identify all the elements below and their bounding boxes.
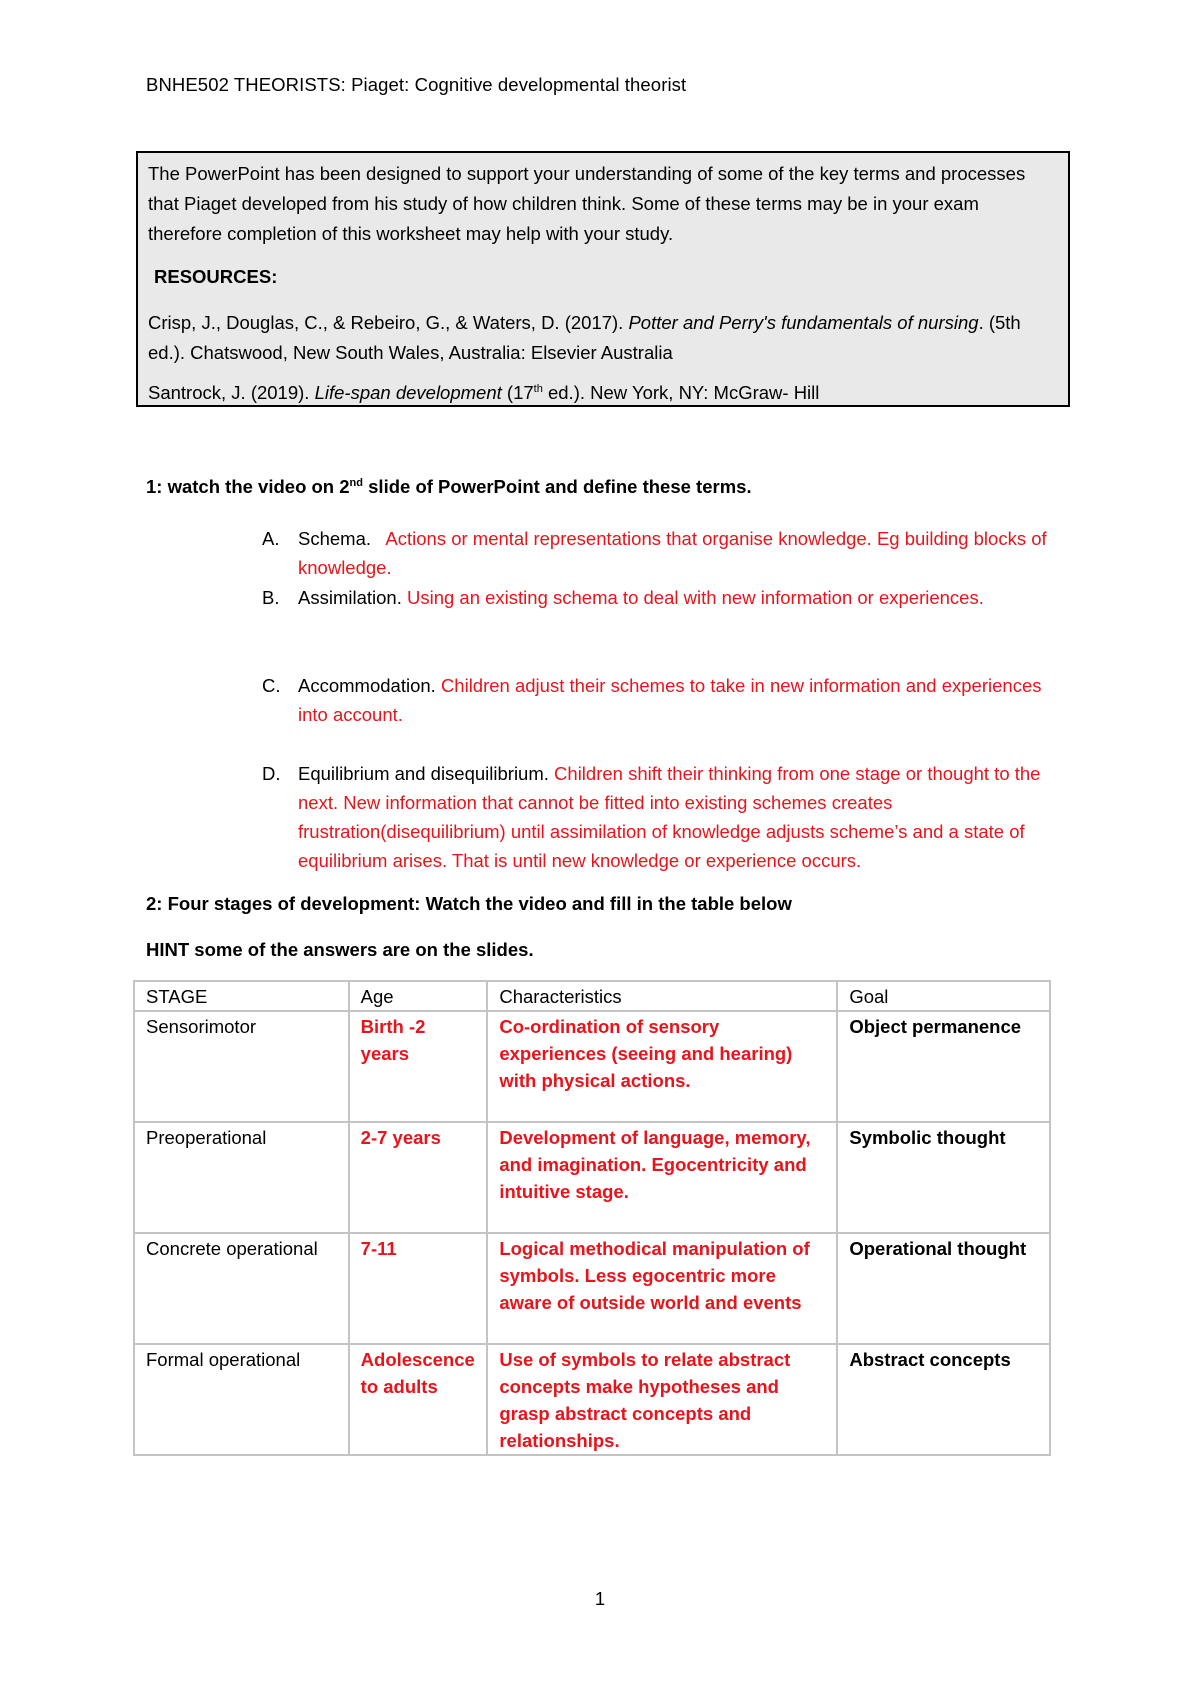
table-row [134,1344,1050,1455]
term-label: Equilibrium and disequilibrium. [298,763,555,784]
column-header-age: Age [349,981,488,1011]
stage-cell: Preoperational [134,1122,349,1233]
term-schema [262,524,1058,582]
table-row [134,1233,1050,1344]
term-label: Assimilation. [298,587,407,608]
term-answer: Using an existing schema to deal with new information or experiences. [406,587,984,608]
stage-cell: Sensorimotor [134,1011,349,1122]
term-assimilation [262,583,1058,612]
table-row [134,1122,1050,1233]
resources-title: RESOURCES: [154,266,278,287]
term-answer: Actions or mental representations that organise knowledge. Eg building blocks of knowledge. [298,528,1047,578]
age-cell: 2-7 years [349,1122,488,1233]
age-cell: 7-11 [349,1233,488,1344]
intro-box [136,151,1070,407]
term-answer: Children adjust their schemes to take in new information and experiences into account. [298,675,1042,725]
stage-cell: Concrete operational [134,1233,349,1344]
goal-cell: Symbolic thought [837,1122,1050,1233]
term-letter: B. [262,587,280,608]
stage-cell: Formal operational [134,1344,349,1455]
intro-text: The PowerPoint has been designed to support your understanding of some of the key terms and processes that Piaget developed from his study of how children think. Some of these terms may be in your exam therefore completion of this worksheet may help with your study. [148,163,1026,244]
goal-cell: Operational thought [837,1233,1050,1344]
term-answer: Children shift their thinking from one stage or thought to the next. New information that cannot be fitted into existing schemes creates frustration(disequilibrium) until assimilation of knowledge adjusts scheme’s and a state of equilibrium arises. That is until new knowledge or experience occurs. [298,763,1041,871]
stages-table [133,980,1051,1456]
goal-cell: Abstract concepts [837,1344,1050,1455]
reference-crisp: Crisp, J., Douglas, C., & Rebeiro, G., & Waters, D. (2017). Potter and Perry's fundamentals of nursing. (5th ed.). Chatswood, New South Wales, Australia: Elsevier Australia [148,312,1021,363]
reference-santrock: Santrock, J. (2019). Life-span development (17th ed.). New York, NY: McGraw- Hill [148,382,820,403]
table-row [134,1011,1050,1122]
term-label: Accommodation. [298,675,441,696]
age-cell: Birth -2 years [349,1011,488,1122]
term-letter: C. [262,675,281,696]
term-accommodation [262,671,1058,729]
term-equilibrium [262,759,1058,875]
column-header-stage: STAGE [134,981,349,1011]
characteristics-cell: Development of language, memory, and imagination. Egocentricity and intuitive stage. [487,1122,837,1233]
column-header-characteristics: Characteristics [487,981,837,1011]
column-header-goal: Goal [837,981,1050,1011]
characteristics-cell: Logical methodical manipulation of symbols. Less egocentric more aware of outside world and events [487,1233,837,1344]
age-cell: Adolescence to adults [349,1344,488,1455]
characteristics-cell: Use of symbols to relate abstract concepts make hypotheses and grasp abstract concepts and relationships. [487,1344,837,1455]
term-label: Schema. [298,528,386,549]
term-letter: A. [262,528,280,549]
goal-cell: Object permanence [837,1011,1050,1122]
page-number: 1 [594,1588,606,1609]
term-letter: D. [262,763,281,784]
question-2-heading: 2: Four stages of development: Watch the video and fill in the table below [146,893,792,914]
table-header-row [134,981,1050,1011]
question-1-heading: 1: watch the video on 2nd slide of PowerPoint and define these terms. [146,476,752,497]
characteristics-cell: Co-ordination of sensory experiences (seeing and hearing) with physical actions. [487,1011,837,1122]
page-header: BNHE502 THEORISTS: Piaget: Cognitive developmental theorist [146,74,687,95]
hint-text: HINT some of the answers are on the slides. [146,939,534,960]
